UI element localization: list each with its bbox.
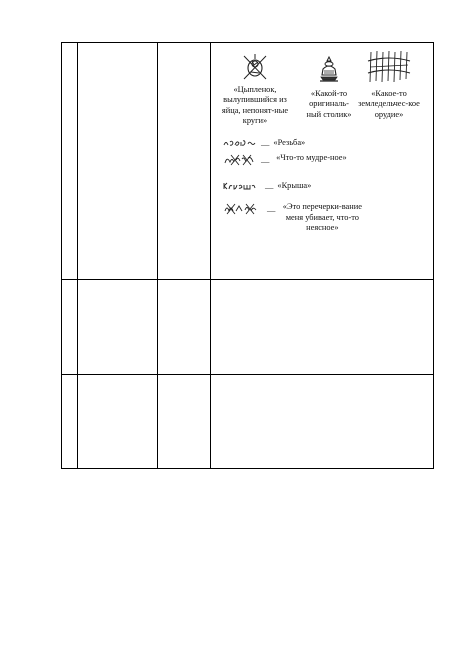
data-table xyxy=(61,42,434,469)
table-row xyxy=(62,43,434,280)
table-cell xyxy=(62,43,78,280)
figure-caption: «Какое-то земледельчес-кое орудие» xyxy=(358,88,420,119)
figure-table xyxy=(303,55,355,120)
table-cell xyxy=(158,279,211,374)
chick-sketch-icon xyxy=(240,53,270,81)
dash: — xyxy=(261,156,270,166)
table-cell xyxy=(211,374,434,468)
word-row xyxy=(223,138,305,152)
word-text: «Это перечерки-вание меня убивает, что-то неясное» xyxy=(282,202,362,232)
table-cell xyxy=(158,374,211,468)
word-text: «Крыша» xyxy=(277,181,312,190)
handwritten-crossed-word-icon xyxy=(223,153,257,171)
word-text: «Резьба» xyxy=(273,138,306,147)
tool-sketch-icon xyxy=(366,49,412,85)
table-cell xyxy=(62,279,78,374)
table-cell xyxy=(158,43,211,280)
handwritten-crossed-word-2-icon xyxy=(223,202,259,220)
figure-tool xyxy=(353,49,425,120)
table-cell xyxy=(211,279,434,374)
handwritten-krysha-icon xyxy=(223,181,257,195)
word-row xyxy=(223,181,311,195)
table-cell xyxy=(78,279,158,374)
dash: — xyxy=(265,182,274,192)
word-row xyxy=(223,202,365,234)
figures-cell xyxy=(211,43,434,280)
word-text: «Что-то мудре-ное» xyxy=(276,153,347,162)
table-row xyxy=(62,374,434,468)
table-cell xyxy=(78,43,158,280)
table-cell xyxy=(78,374,158,468)
dash: — xyxy=(267,205,276,215)
word-row xyxy=(223,153,349,171)
table-row xyxy=(62,279,434,374)
table-cell xyxy=(62,374,78,468)
dash: — xyxy=(261,139,270,149)
handwritten-rezba-icon xyxy=(223,138,257,152)
figure-caption: «Какой-то оригиналь-ный столик» xyxy=(306,88,352,119)
figure-caption: «Цыпленок, вылупившийся из яйца, непонят-ные круги» xyxy=(221,84,289,125)
table-sketch-icon xyxy=(318,55,340,85)
figure-chick xyxy=(217,53,293,127)
